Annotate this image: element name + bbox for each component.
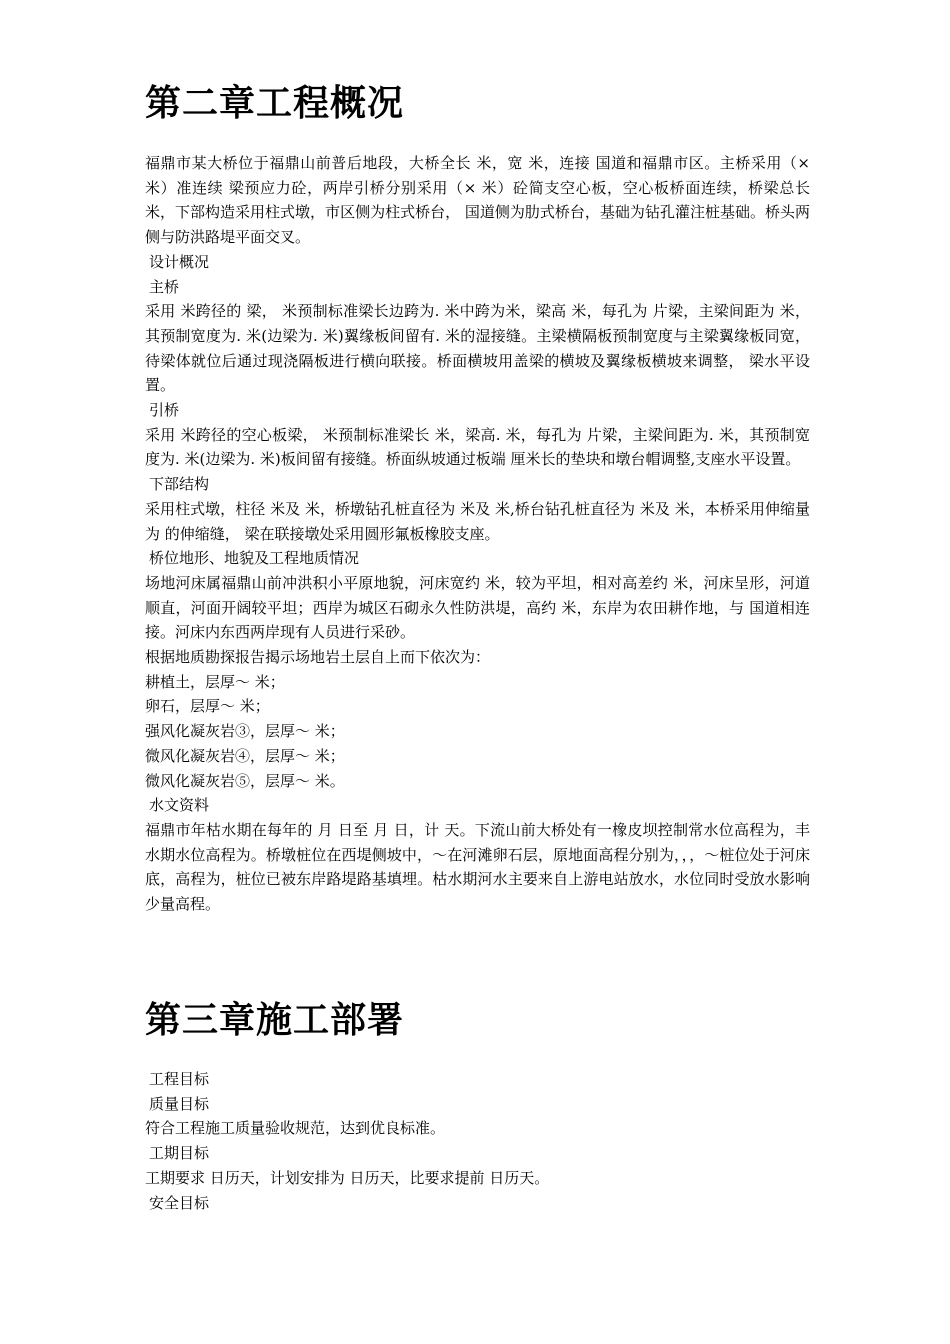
section-heading: 设计概况 xyxy=(149,252,210,271)
body-paragraph: 采用 米跨径的 梁， 米预制标准梁长边跨为. 米中跨为米，梁高 米，每孔为 片梁，主梁间距为 米，其预制宽度为. 米(边梁为. 米)翼缘板间留有. 米的湿接缝。主梁横隔板预制宽度与主梁翼缘板同宽，待梁体就位后通过现浇隔板进行横向联接。桥面横坡用盖梁的横坡及翼缘板横坡来调整， 梁水平设置。 xyxy=(145,302,810,395)
body-paragraph: 根据地质勘探报告揭示场地岩土层自上而下依次为： xyxy=(145,648,491,667)
body-paragraph: 场地河床属福鼎山前冲洪积小平原地貌，河床宽约 米，较为平坦，相对高差约 米，河床呈形，河道顺直，河面开阔较平坦；西岸为城区石砌永久性防洪堤，高约 米，东岸为农田耕作地，与 国道相连接。河床内东西两岸现有人员进行采砂。 xyxy=(145,573,810,642)
section-heading: 水文资料 xyxy=(149,796,210,815)
body-paragraph: 工期要求 日历天，计划安排为 日历天，比要求提前 日历天。 xyxy=(145,1168,550,1187)
body-paragraph: 微风化凝灰岩⑤，层厚～ 米。 xyxy=(145,771,345,790)
section-heading: 工程目标 xyxy=(149,1070,210,1088)
section-heading: 质量目标 xyxy=(149,1094,210,1113)
body-paragraph: 采用 米跨径的空心板梁， 米预制标准梁长 米，梁高. 米，每孔为 片梁，主梁间距为. 米，其预制宽度为. 米(边梁为. 米)板间留有接缝。桥面纵坡通过板端 厘米长的垫块和墩台帽调整,支座水平设置。 xyxy=(145,425,810,469)
chapter-3-body xyxy=(145,1067,810,1215)
chapter-title-3: 第三章施工部署 xyxy=(145,1000,405,1041)
body-paragraph: 福鼎市年枯水期在每年的 月 日至 月 日，计 天。下流山前大桥处有一橡皮坝控制常水位高程为，丰水期水位高程为。桥墩桩位在西堤侧坡中，～在河滩卵石层，原地面高程分别为，，，～桩位处于河床底，高程为，桩位已被东岸路堤路基填埋。枯水期河水主要来自上游电站放水，水位同时受放水影响少量高程。 xyxy=(145,820,810,914)
chapter-title-2: 第二章工程概况 xyxy=(145,83,405,124)
chapter-2-body xyxy=(145,151,810,917)
body-paragraph: 耕植土，层厚～ 米； xyxy=(145,672,285,691)
body-paragraph: 符合工程施工质量验收规范，达到优良标准。 xyxy=(145,1119,446,1138)
body-paragraph: 强风化凝灰岩③，层厚～ 米； xyxy=(145,722,345,741)
section-heading: 主桥 xyxy=(149,277,180,296)
body-paragraph: 卵石，层厚～ 米； xyxy=(145,697,270,716)
section-heading: 工期目标 xyxy=(149,1144,210,1163)
body-paragraph: 福鼎市某大桥位于福鼎山前普后地段，大桥全长 米，宽 米，连接 国道和福鼎市区。主桥采用（× 米）准连续 梁预应力砼，两岸引桥分别采用（× 米）砼简支空心板，空心板桥面连续，桥梁总长 米，下部构造采用柱式墩，市区侧为柱式桥台， 国道侧为肋式桥台，基础为钻孔灌注桩基础。桥头两侧与防洪路堤平面交叉。 xyxy=(145,154,810,247)
body-paragraph: 微风化凝灰岩④，层厚～ 米； xyxy=(145,746,345,765)
section-heading: 下部结构 xyxy=(149,475,210,494)
body-paragraph: 采用柱式墩，柱径 米及 米，桥墩钻孔桩直径为 米及 米,桥台钻孔桩直径为 米及 米，本桥采用伸缩量为 的伸缩缝， 梁在联接墩处采用圆形氟板橡胶支座。 xyxy=(145,499,810,543)
section-heading: 桥位地形、地貌及工程地质情况 xyxy=(149,549,360,568)
section-heading: 安全目标 xyxy=(149,1193,210,1212)
section-heading: 引桥 xyxy=(149,401,180,420)
